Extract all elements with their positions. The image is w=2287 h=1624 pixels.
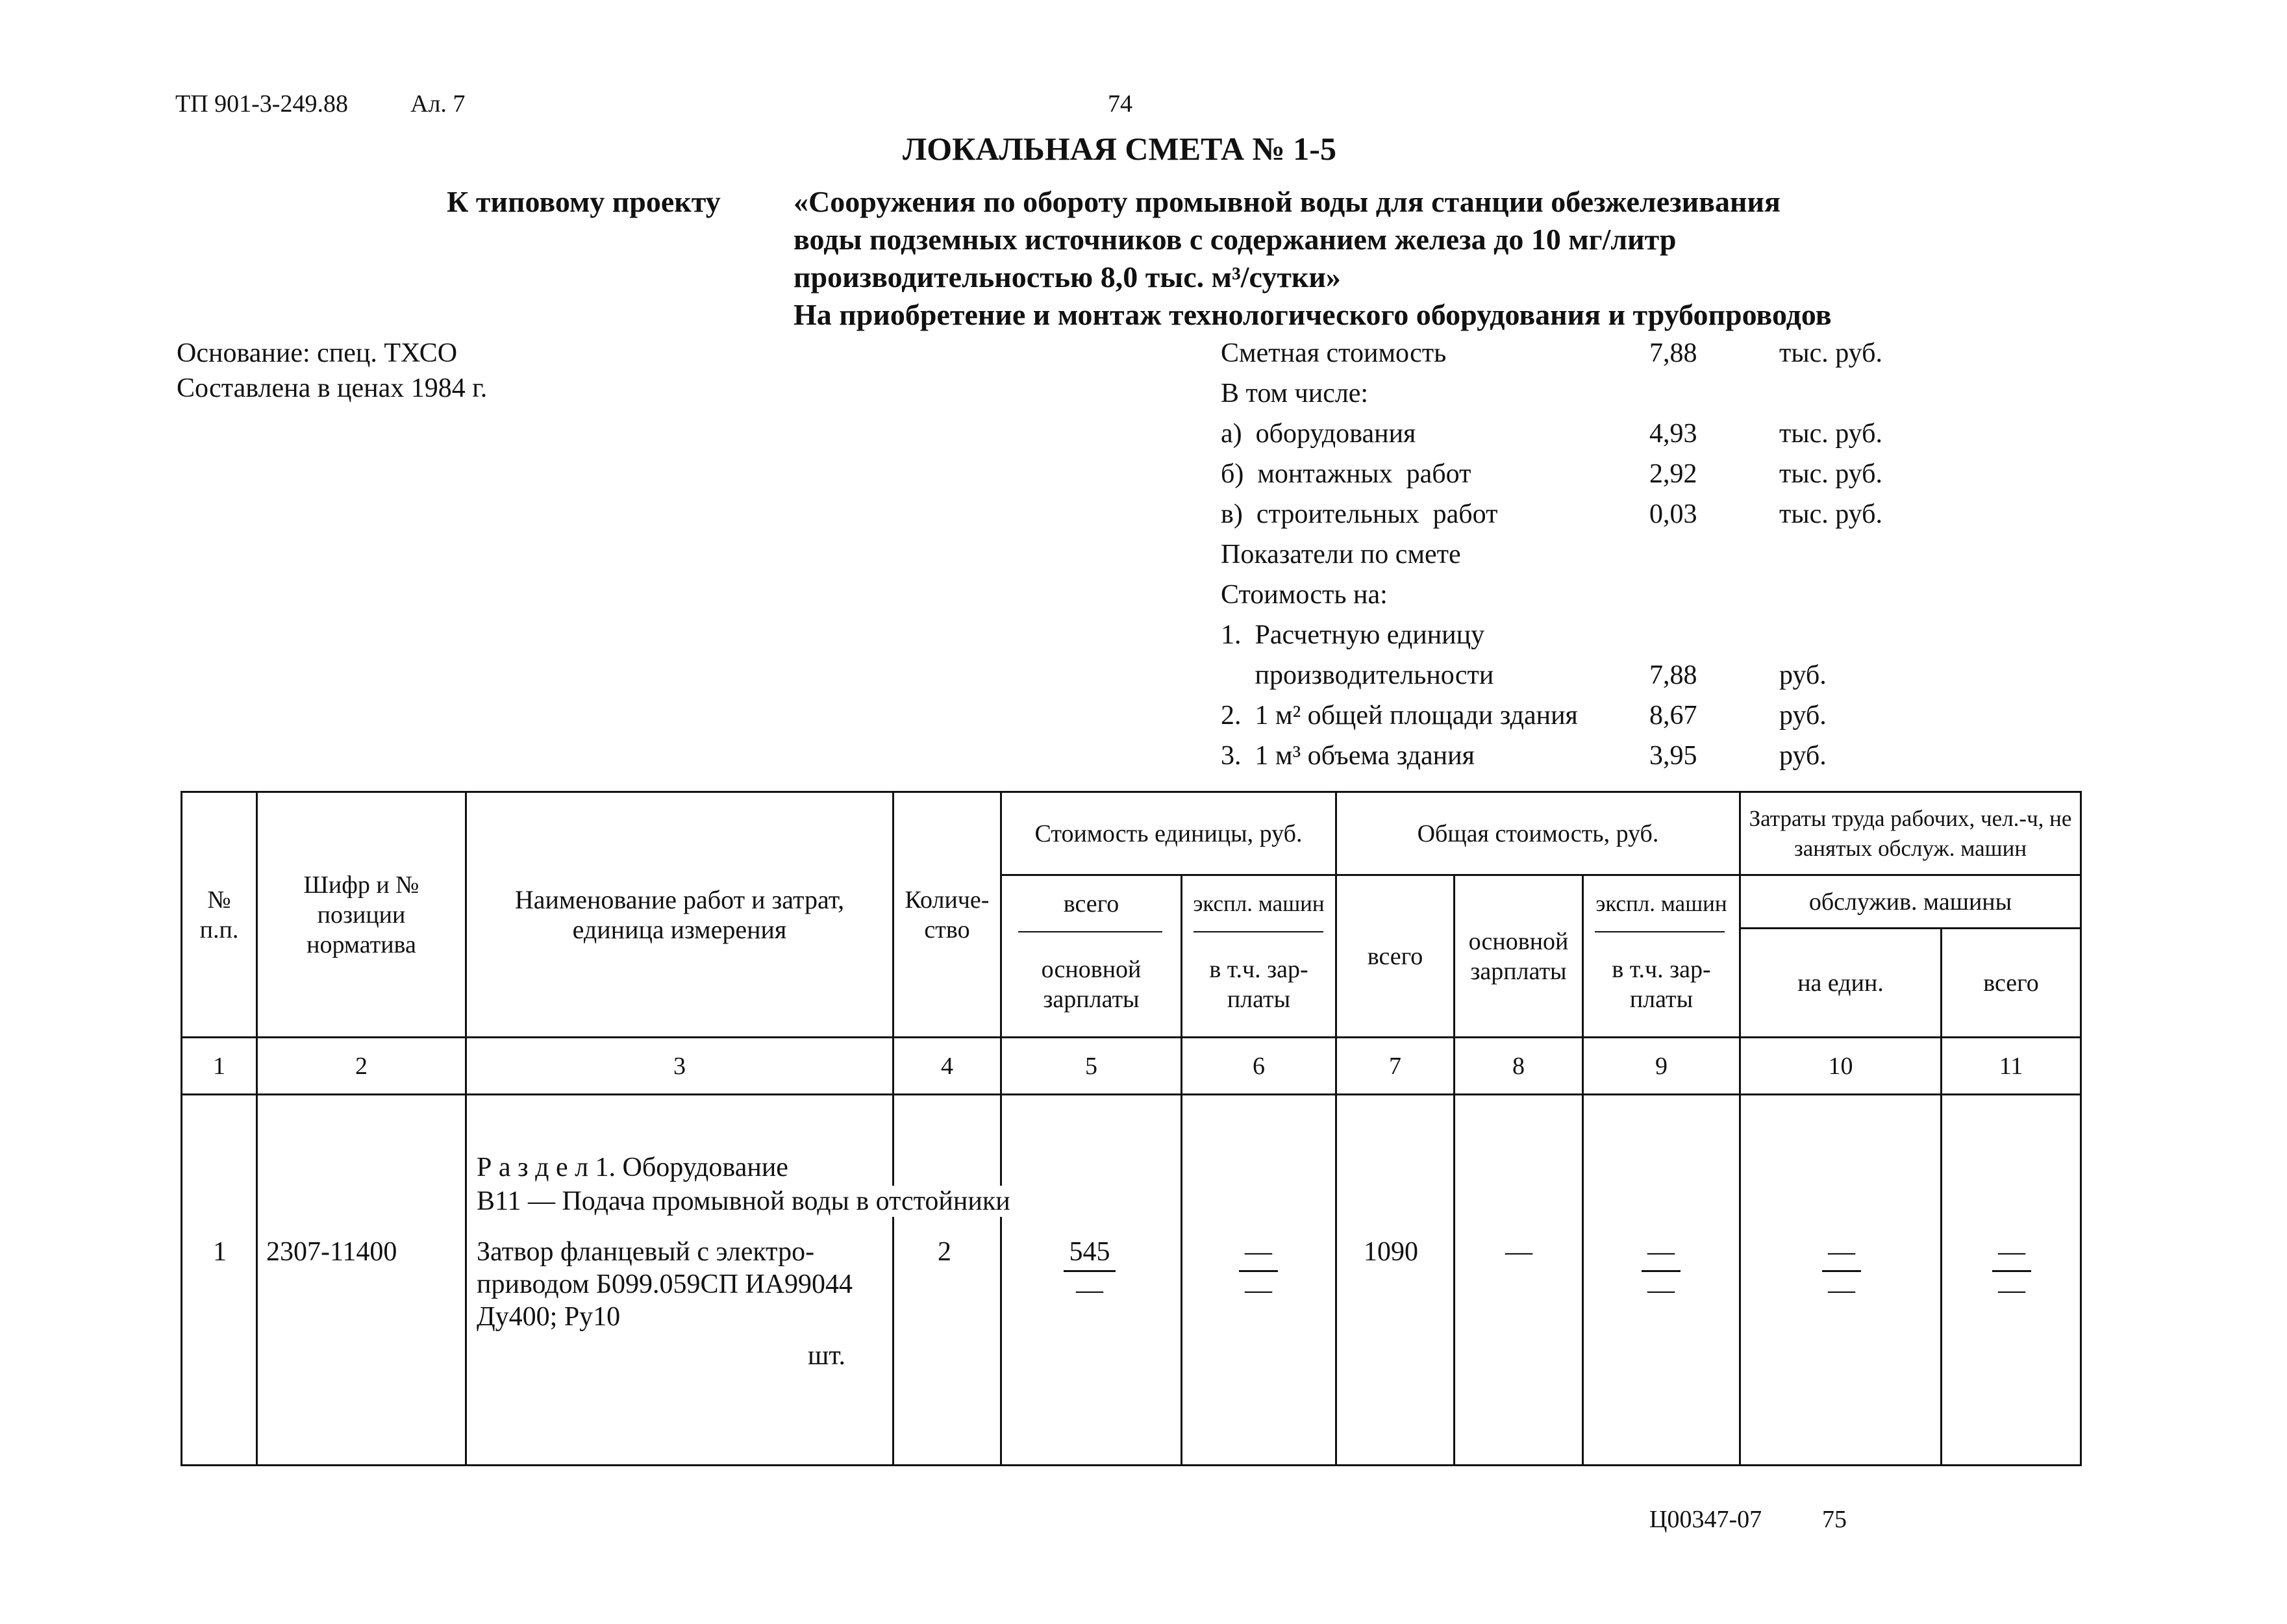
- album-number: Ал. 7: [410, 90, 466, 118]
- row-c7-total: 1090: [1364, 1237, 1418, 1267]
- summary-value: 2,92: [1649, 459, 1697, 489]
- project-line-1: «Сооружения по обороту промывной воды для станции обезжелезивания: [794, 185, 1781, 218]
- row-c6-fraction: — —: [1226, 1236, 1291, 1306]
- col-number: 4: [941, 1052, 953, 1080]
- row-qty: 2: [938, 1237, 951, 1267]
- project-label: К типовому проекту: [447, 185, 721, 218]
- col-number: 11: [1999, 1052, 2023, 1080]
- summary-label: Сметная стоимость: [1221, 338, 1447, 368]
- header-c10-per-unit: на един.: [1797, 969, 1884, 997]
- summary-unit: руб.: [1779, 741, 1827, 771]
- header-c8-salary: основной зарплаты: [1468, 927, 1569, 985]
- col-number: 5: [1085, 1052, 1097, 1080]
- summary-value: 7,88: [1649, 660, 1697, 690]
- project-line-4: На приобретение и монтаж технологического оборудования и трубопроводов: [794, 298, 1832, 331]
- summary-unit: тыс. руб.: [1779, 499, 1882, 529]
- summary-label: В том числе:: [1221, 379, 1369, 408]
- summary-value: 4,93: [1649, 419, 1697, 449]
- doc-code: ТП 901-3-249.88: [175, 90, 348, 118]
- header-qty: Количе-ство: [905, 886, 990, 943]
- header-c6-machines: экспл. машин: [1193, 890, 1325, 916]
- summary-label: Стоимость на:: [1221, 580, 1388, 610]
- row-name-line-1: Затвор фланцевый с электро-: [477, 1237, 815, 1267]
- summary-label: Показатели по смете: [1221, 540, 1461, 569]
- header-c9-machines: экспл. машин: [1595, 890, 1727, 916]
- header-c5-all: всего: [1063, 890, 1119, 918]
- header-c6-salary: в т.ч. зар-платы: [1209, 956, 1308, 1013]
- footer-code: Ц00347-07: [1649, 1506, 1762, 1533]
- col-number: 1: [213, 1052, 225, 1080]
- col-number: 10: [1828, 1052, 1853, 1080]
- col-number: 7: [1389, 1052, 1401, 1080]
- summary-value: 7,88: [1649, 338, 1697, 368]
- summary-label: 1. Расчетную единицу: [1221, 620, 1485, 650]
- estimate-table: [181, 791, 2082, 1466]
- header-code: Шифр и № позиции норматива: [303, 871, 419, 958]
- project-line-2: воды подземных источников с содержанием железа до 10 мг/литр: [794, 223, 1677, 256]
- header-unit-cost: Стоимость единицы, руб.: [1034, 819, 1303, 847]
- summary-value: 8,67: [1649, 701, 1697, 731]
- basis-line-2: Составлена в ценах 1984 г.: [177, 373, 488, 403]
- header-c5-salary: основной зарплаты: [1041, 956, 1142, 1013]
- basis-line-1: Основание: спец. ТХСО: [177, 338, 458, 368]
- page-title: ЛОКАЛЬНАЯ СМЕТА № 1-5: [903, 131, 1336, 167]
- project-line-3: производительностью 8,0 тыс. м³/сутки»: [794, 260, 1341, 294]
- header-c11-total: всего: [1983, 969, 2039, 997]
- row-c9-fraction: — —: [1629, 1236, 1693, 1306]
- subsection-title: В11 — Подача промывной воды в отстойники: [477, 1186, 1014, 1217]
- col-number: 6: [1253, 1052, 1265, 1080]
- row-c11-fraction: — —: [1979, 1236, 2044, 1306]
- summary-label: 3. 1 м³ объема здания: [1221, 741, 1475, 771]
- summary-value: 3,95: [1649, 741, 1697, 771]
- summary-label: б) монтажных работ: [1221, 459, 1471, 489]
- col-number: 8: [1512, 1052, 1525, 1080]
- summary-unit: руб.: [1779, 701, 1827, 731]
- col-number: 3: [673, 1052, 686, 1080]
- header-machine-service: обслужив. машины: [1808, 888, 2012, 916]
- row-name-line-3: Ду400; Ру10: [477, 1302, 621, 1332]
- summary-value: 0,03: [1649, 499, 1697, 529]
- col-number: 9: [1655, 1052, 1668, 1080]
- row-c10-fraction: — —: [1809, 1236, 1874, 1306]
- summary-unit: руб.: [1779, 660, 1827, 690]
- summary-label: в) строительных работ: [1221, 499, 1498, 529]
- header-labor: Затраты труда рабочих, чел.-ч, не занятых обслуж. машин: [1749, 805, 2072, 861]
- summary-label: 2. 1 м² общей площади здания: [1221, 701, 1578, 731]
- summary-unit: тыс. руб.: [1779, 419, 1882, 449]
- row-unit: шт.: [808, 1341, 846, 1371]
- row-c5-fraction: 545 —: [1054, 1236, 1125, 1306]
- header-name: Наименование работ и затрат, единица измерения: [514, 884, 845, 944]
- header-num: № п.п.: [199, 886, 239, 943]
- header-c9-salary: в т.ч. зар-платы: [1612, 956, 1711, 1013]
- col-number: 2: [355, 1052, 368, 1080]
- header-c7-total: всего: [1367, 942, 1423, 970]
- header-total-cost: Общая стоимость, руб.: [1417, 819, 1659, 847]
- summary-unit: тыс. руб.: [1779, 338, 1882, 368]
- summary-unit: тыс. руб.: [1779, 459, 1882, 489]
- row-name-line-2: приводом Б099.059СП ИА99044: [477, 1269, 853, 1299]
- summary-label: а) оборудования: [1221, 419, 1416, 449]
- summary-label: производительности: [1221, 660, 1494, 690]
- page-number: 74: [1108, 90, 1132, 118]
- section-title: Р а з д е л 1. Оборудование: [477, 1152, 792, 1183]
- footer-page: 75: [1822, 1506, 1847, 1533]
- row-c8-salary: —: [1505, 1237, 1532, 1267]
- row-code: 2307-11400: [266, 1237, 397, 1267]
- row-num: 1: [213, 1237, 227, 1267]
